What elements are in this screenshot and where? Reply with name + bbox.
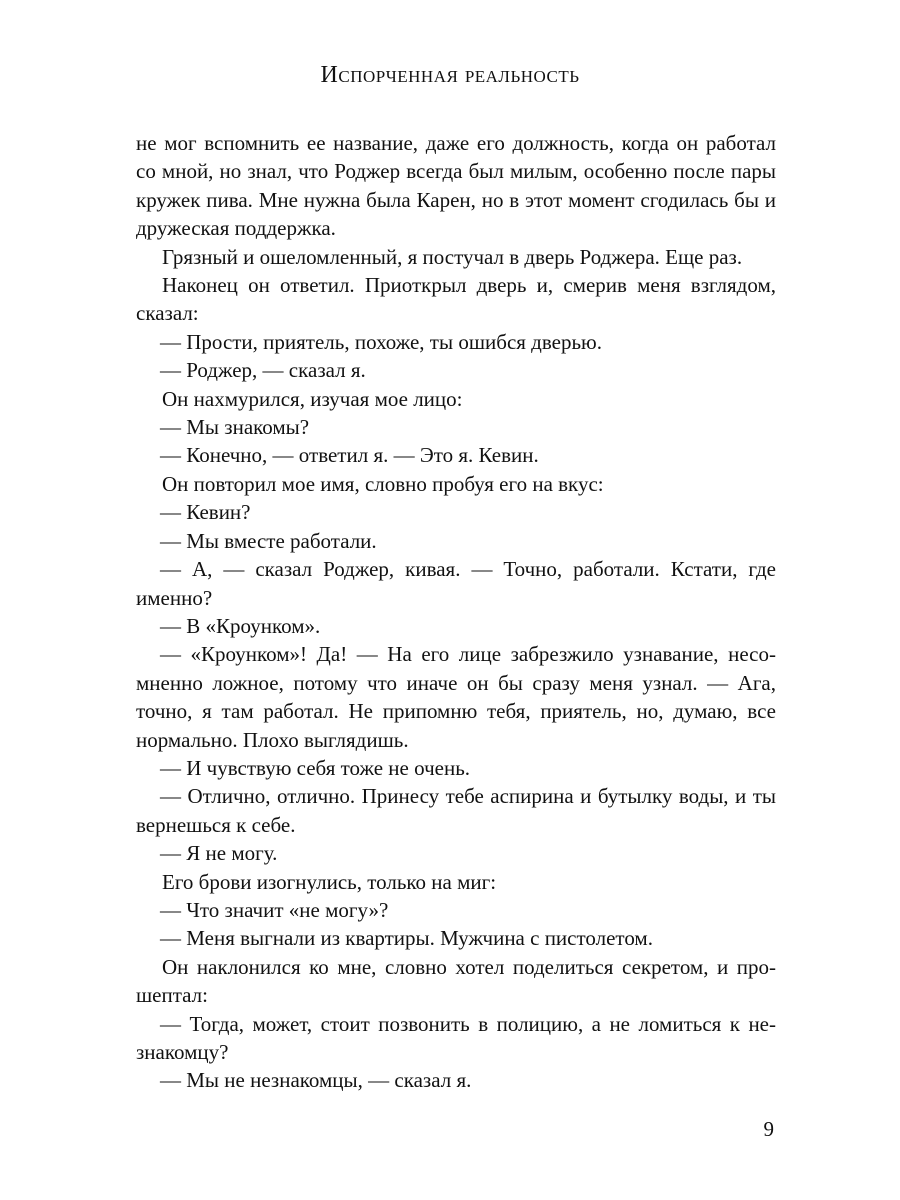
dialogue-line: — Отлично, отлично. Принесу тебе аспирина и бутылку воды, и ты вернешься к себе.: [136, 784, 776, 837]
running-title: Испорченная реальность: [320, 62, 580, 88]
paragraph: Наконец он ответил. Приоткрыл дверь и, смерив меня взглядом, сказал:: [136, 273, 776, 326]
paragraph: Грязный и ошеломленный, я постучал в дверь Роджера. Еще раз.: [162, 244, 743, 269]
dialogue-line: — Конечно, — ответил я. — Это я. Кевин.: [160, 443, 539, 468]
dialogue-line: — Мы не незнакомцы, — сказал я.: [160, 1068, 472, 1093]
dialogue-line: — Прости, приятель, похоже, ты ошибся дверью.: [160, 329, 602, 354]
dialogue-line: — И чувствую себя тоже не очень.: [160, 755, 471, 780]
paragraph: Его брови изогнулись, только на миг:: [162, 869, 497, 894]
paragraph: Он наклонился ко мне, словно хотел поделиться секретом, и прошептал:: [136, 954, 776, 1008]
page-number: 9: [763, 1117, 774, 1141]
paragraph: Он повторил мое имя, словно пробуя его на вкус:: [162, 471, 604, 496]
dialogue-line: — Кевин?: [160, 500, 251, 525]
paragraph: Он нахмурился, изучая мое лицо:: [162, 386, 463, 411]
dialogue-line: — Тогда, может, стоит позвонить в полицию, а не ломиться к незнакомцу?: [136, 1011, 776, 1064]
dialogue-line: — Роджер, — сказал я.: [160, 358, 366, 383]
dialogue-line: — «Кроунком»! Да! — На его лице забрезжило узнавание, несомненно ложное, потому что иначе он бы сразу меня узнал. — Ага, точно, я там работал. Не припомню тебя, приятель, но, думаю, все нормально. Плохо выглядишь.: [136, 642, 776, 752]
dialogue-line: — А, — сказал Роджер, кивая. — Точно, работали. Кстати, где именно?: [136, 557, 776, 610]
dialogue-line: — В «Кроунком».: [160, 613, 321, 638]
dialogue-line: — Мы вместе работали.: [160, 528, 377, 553]
dialogue-line: — Я не могу.: [160, 841, 278, 866]
paragraph: не мог вспомнить ее название, даже его должность, когда он работал со мной, но знал, что Роджер всегда был милым, особенно после пары кружек пива. Мне нужна была Карен, но в этот момент сгодилась бы и дружеская поддержка.: [136, 131, 776, 241]
body-text: [136, 129, 776, 1095]
dialogue-line: — Что значит «не могу»?: [160, 897, 389, 922]
dialogue-line: — Меня выгнали из квартиры. Мужчина с пистолетом.: [160, 926, 653, 951]
dialogue-line: — Мы знакомы?: [160, 415, 310, 440]
